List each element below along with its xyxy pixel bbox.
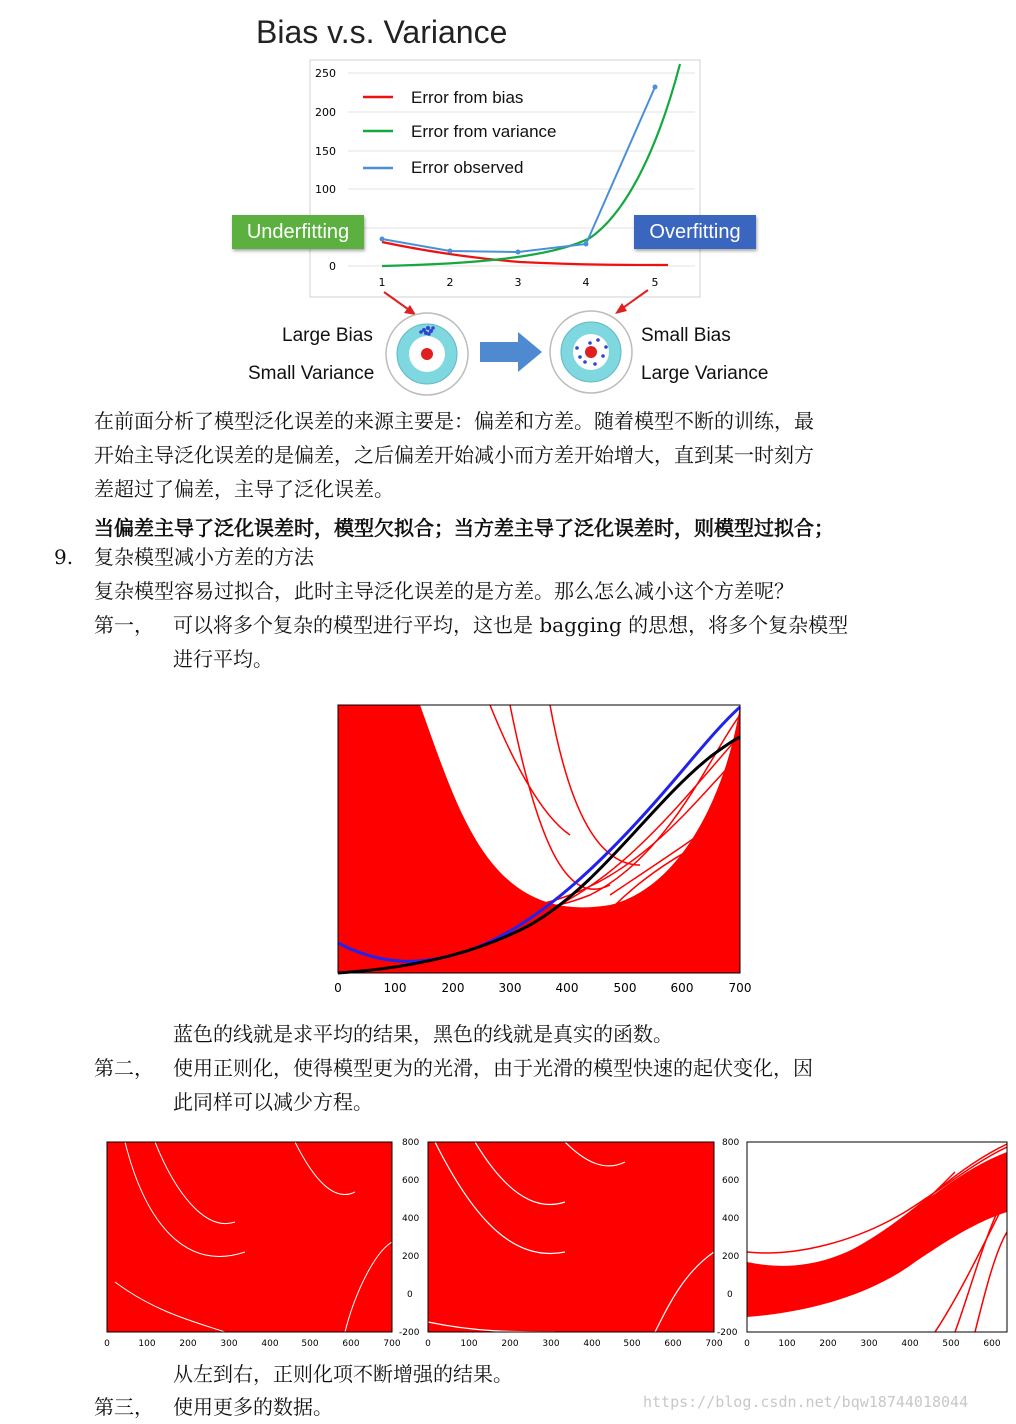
- y-tick: 100: [315, 183, 336, 196]
- y-tick: 800: [722, 1138, 740, 1148]
- y-tick: 400: [722, 1214, 740, 1224]
- x-tick: 300: [220, 1339, 238, 1349]
- x-tick: 400: [261, 1339, 279, 1349]
- paragraph-line: 差超过了偏差，主导了泛化误差。: [94, 477, 394, 501]
- underfitting-badge: Underfitting: [232, 215, 364, 249]
- x-tick: 400: [583, 1339, 601, 1349]
- x-tick: 700: [705, 1339, 723, 1349]
- x-tick: 5: [651, 276, 659, 289]
- x-tick: 3: [514, 276, 522, 289]
- x-tick: 500: [623, 1339, 641, 1349]
- list-label: 第一，: [94, 613, 154, 637]
- y-tick: 250: [315, 67, 336, 80]
- x-tick: 0: [104, 1339, 110, 1349]
- x-tick: 500: [942, 1339, 960, 1349]
- regularization-panels: [95, 1132, 1015, 1352]
- x-tick: 200: [179, 1339, 197, 1349]
- observed-point: [516, 250, 521, 255]
- x-tick: 100: [383, 981, 407, 995]
- x-tick: 2: [446, 276, 454, 289]
- target-large-bias: [386, 313, 468, 395]
- paragraph-line: 开始主导泛化误差的是偏差，之后偏差开始减小而方差开始增大，直到某一时刻方: [94, 443, 814, 467]
- legend-variance: Error from variance: [411, 122, 557, 141]
- paragraph-line: 可以将多个复杂的模型进行平均，这也是 bagging 的思想，将多个复杂模型: [173, 613, 849, 637]
- legend-observed: Error observed: [411, 158, 524, 177]
- paragraph-line: 使用正则化，使得模型更为的光滑，由于光滑的模型快速的起伏变化，因: [173, 1056, 813, 1080]
- y-tick: 200: [402, 1252, 420, 1262]
- legend-bias: Error from bias: [411, 88, 524, 107]
- x-tick: 200: [441, 981, 465, 995]
- x-tick: 4: [582, 276, 590, 289]
- section-number: 9.: [54, 545, 74, 569]
- figure-caption: 从左到右，正则化项不断增强的结果。: [173, 1362, 513, 1386]
- y-tick: 600: [402, 1176, 420, 1186]
- paragraph-line: 在前面分析了模型泛化误差的来源主要是：偏差和方差。随着模型不断的训练，最: [94, 409, 814, 433]
- x-tick: 400: [555, 981, 579, 995]
- y-tick: 600: [722, 1176, 740, 1186]
- x-tick: 600: [983, 1339, 1001, 1349]
- target-large-variance: [550, 311, 632, 393]
- bias-variance-chart: [0, 0, 1016, 400]
- y-tick: 0: [407, 1290, 413, 1300]
- x-tick: 400: [901, 1339, 919, 1349]
- bold-statement: 当偏差主导了泛化误差时，模型欠拟合；当方差主导了泛化误差时，则模型过拟合；: [94, 516, 834, 540]
- overfitting-badge: Overfitting: [634, 215, 756, 249]
- x-tick: 200: [819, 1339, 837, 1349]
- y-tick: -200: [717, 1328, 738, 1338]
- observed-point: [448, 249, 453, 254]
- x-tick: 300: [860, 1339, 878, 1349]
- x-tick: 0: [744, 1339, 750, 1349]
- bagging-chart: [310, 695, 760, 1005]
- y-tick: 800: [402, 1138, 420, 1148]
- y-tick: 400: [402, 1214, 420, 1224]
- y-tick: -200: [399, 1328, 420, 1338]
- figure1-title: Bias v.s. Variance: [256, 14, 508, 50]
- paragraph-line: 进行平均。: [173, 647, 273, 671]
- x-tick: 700: [728, 981, 752, 995]
- x-tick: 100: [778, 1339, 796, 1349]
- x-tick: 700: [383, 1339, 401, 1349]
- paragraph-line: 复杂模型容易过拟合，此时主导泛化误差的是方差。那么怎么减小这个方差呢？: [94, 579, 794, 603]
- section-heading: 复杂模型减小方差的方法: [94, 545, 314, 569]
- x-tick: 600: [664, 1339, 682, 1349]
- panel-weak-regularization: [107, 1142, 392, 1332]
- small-bias-label: Small Bias: [641, 325, 731, 346]
- list-label: 第三，: [94, 1395, 154, 1419]
- x-tick: 300: [542, 1339, 560, 1349]
- paragraph-line: 使用更多的数据。: [173, 1395, 333, 1419]
- arrow-right-icon: [480, 332, 542, 372]
- small-variance-label: Small Variance: [248, 363, 375, 384]
- panel-medium-regularization: [428, 1142, 714, 1332]
- y-tick: 200: [315, 106, 336, 119]
- x-tick: 200: [501, 1339, 519, 1349]
- x-tick: 600: [670, 981, 694, 995]
- x-tick: 500: [613, 981, 637, 995]
- y-tick: 150: [315, 145, 336, 158]
- x-tick: 0: [425, 1339, 431, 1349]
- panel-strong-regularization: [747, 1142, 1007, 1332]
- x-tick: 300: [498, 981, 522, 995]
- y-tick: 200: [722, 1252, 740, 1262]
- x-tick: 500: [301, 1339, 319, 1349]
- y-tick: 0: [329, 260, 336, 273]
- figure-caption: 蓝色的线就是求平均的结果，黑色的线就是真实的函数。: [173, 1022, 673, 1046]
- large-bias-label: Large Bias: [282, 325, 373, 346]
- observed-point: [380, 237, 385, 242]
- large-variance-label: Large Variance: [641, 363, 769, 384]
- observed-point: [584, 242, 589, 247]
- x-tick: 0: [334, 981, 342, 995]
- y-tick: 0: [727, 1290, 733, 1300]
- x-tick: 1: [378, 276, 386, 289]
- paragraph-line: 此同样可以减少方程。: [173, 1090, 373, 1114]
- watermark: https://blog.csdn.net/bqw18744018044: [643, 1393, 969, 1411]
- list-label: 第二，: [94, 1056, 154, 1080]
- x-tick: 600: [342, 1339, 360, 1349]
- x-tick: 100: [460, 1339, 478, 1349]
- observed-point: [653, 85, 658, 90]
- x-tick: 100: [138, 1339, 156, 1349]
